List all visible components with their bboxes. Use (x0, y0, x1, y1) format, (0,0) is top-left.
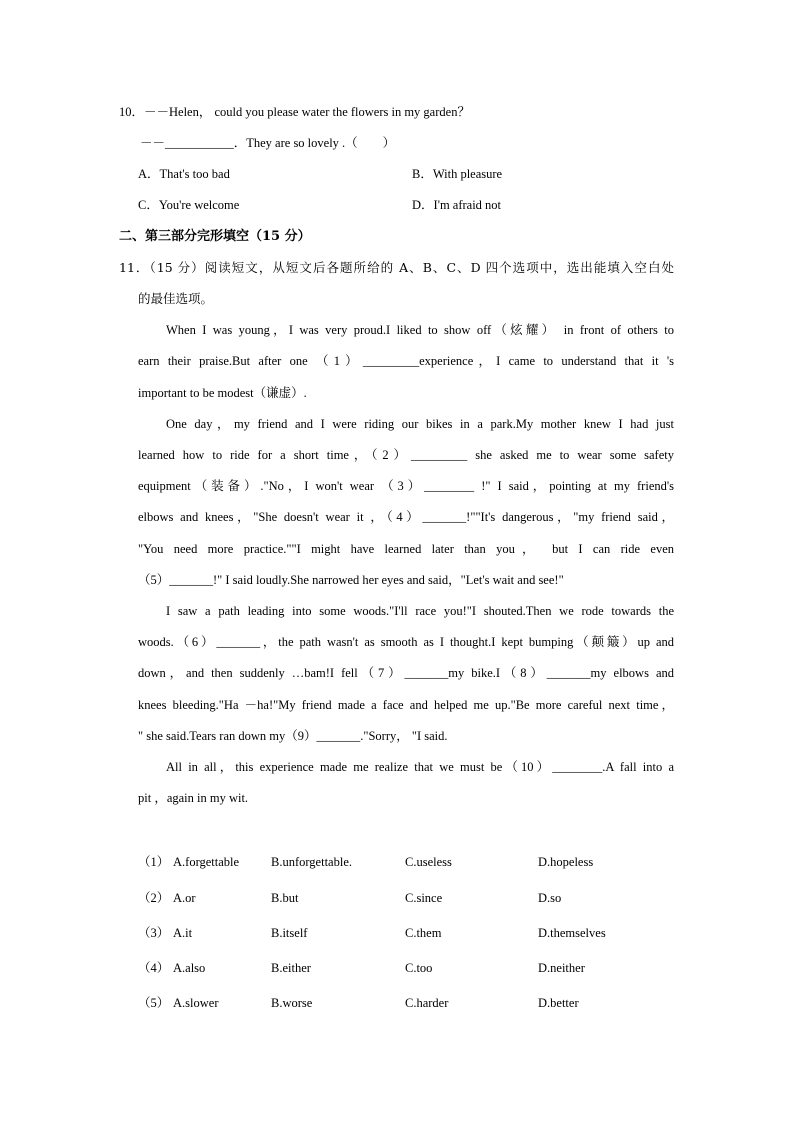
choice-number: （5） (138, 996, 170, 1010)
choice-c: C.harder (405, 996, 449, 1010)
choice-b: B.itself (271, 926, 308, 940)
option-a: A．That's too bad (138, 167, 230, 181)
section-heading: 二、第三部分完形填空（15 分） (119, 229, 311, 244)
choice-b: B.worse (271, 996, 313, 1010)
passage-line: earn their praise.But after one （1）_________experience，I came to understand that it 's (138, 354, 674, 368)
passage-line: One day，my friend and I were riding our bikes in a park.My mother knew I had just (166, 417, 674, 431)
choice-b: B.either (271, 961, 311, 975)
passage-line: knees bleeding."Ha －ha!"My friend made a face and helped me up."Be more careful next time， (138, 698, 674, 712)
passage-line: （5）_______!" I said loudly.She narrowed her eyes and said，"Let's wait and see!" (138, 573, 564, 587)
choice-a: A.or (173, 891, 196, 905)
choice-number: （3） (138, 926, 170, 940)
choice-a: A.slower (173, 996, 219, 1010)
choice-c: C.useless (405, 855, 452, 869)
passage-line: elbows and knees，"She doesn't wear it ，（4）_______!""It's dangerous，"my friend said， (138, 510, 674, 524)
choice-c: C.too (405, 961, 433, 975)
passage-line: When I was young，I was very proud.I liked to show off（炫耀） in front of others to (166, 323, 674, 337)
choice-number: （4） (138, 961, 170, 975)
choice-c: C.since (405, 891, 443, 905)
question-10-reply: －－___________．They are so lovely .（ ） (140, 136, 396, 150)
choice-b: B.unforgettable. (271, 855, 352, 869)
passage-line: "You need more practice.""I might have learned later than you， but I can ride even (138, 542, 674, 556)
choice-d: D.themselves (538, 926, 606, 940)
question-11-intro-line2: 的最佳选项。 (138, 291, 214, 306)
choice-d: D.neither (538, 961, 585, 975)
option-d: D．I'm afraid not (412, 198, 502, 212)
choice-b: B.but (271, 891, 299, 905)
passage-line: I saw a path leading into some woods."I'll race you!"I shouted.Then we rode towards the (166, 604, 674, 618)
passage-line: learned how to ride for a short time，（2）_________ she asked me to wear some safety (138, 448, 674, 462)
question-10-stem: 10．－－Helen， could you please water the flowers in my garden？ (119, 105, 470, 119)
question-11-intro-line1: 11．（15 分）阅读短文，从短文后各题所给的 A、B、C、D 四个选项中，选出能填入空白处 (119, 260, 674, 275)
passage-line: " she said.Tears ran down my（9）_______."Sorry， "I said. (138, 729, 448, 743)
passage-line: pit ，again in my wit. (138, 791, 249, 805)
choice-number: （1） (138, 855, 170, 869)
passage-line: All in all，this experience made me realize that we must be（10）________.A fall into a (166, 760, 674, 774)
passage-line: equipment（装备）."No，I won't wear （3）________ !" I said，pointing at my friend's (138, 479, 674, 493)
choice-number: （2） (138, 891, 170, 905)
option-c: C．You're welcome (138, 198, 240, 212)
choice-a: A.forgettable (173, 855, 240, 869)
choice-d: D.hopeless (538, 855, 594, 869)
choice-d: D.better (538, 996, 579, 1010)
choice-a: A.it (173, 926, 193, 940)
choice-a: A.also (173, 961, 206, 975)
choice-d: D.so (538, 891, 562, 905)
passage-line: woods.（6）_______，the path wasn't as smooth as I thought.I kept bumping（颠簸）up and (138, 635, 674, 649)
option-b: B．With pleasure (412, 167, 503, 181)
passage-line: down，and then suddenly …bam!I fell（7）_______my bike.I（8）_______my elbows and (138, 666, 674, 680)
passage-line: important to be modest（谦虚）. (138, 386, 307, 400)
choice-c: C.them (405, 926, 442, 940)
